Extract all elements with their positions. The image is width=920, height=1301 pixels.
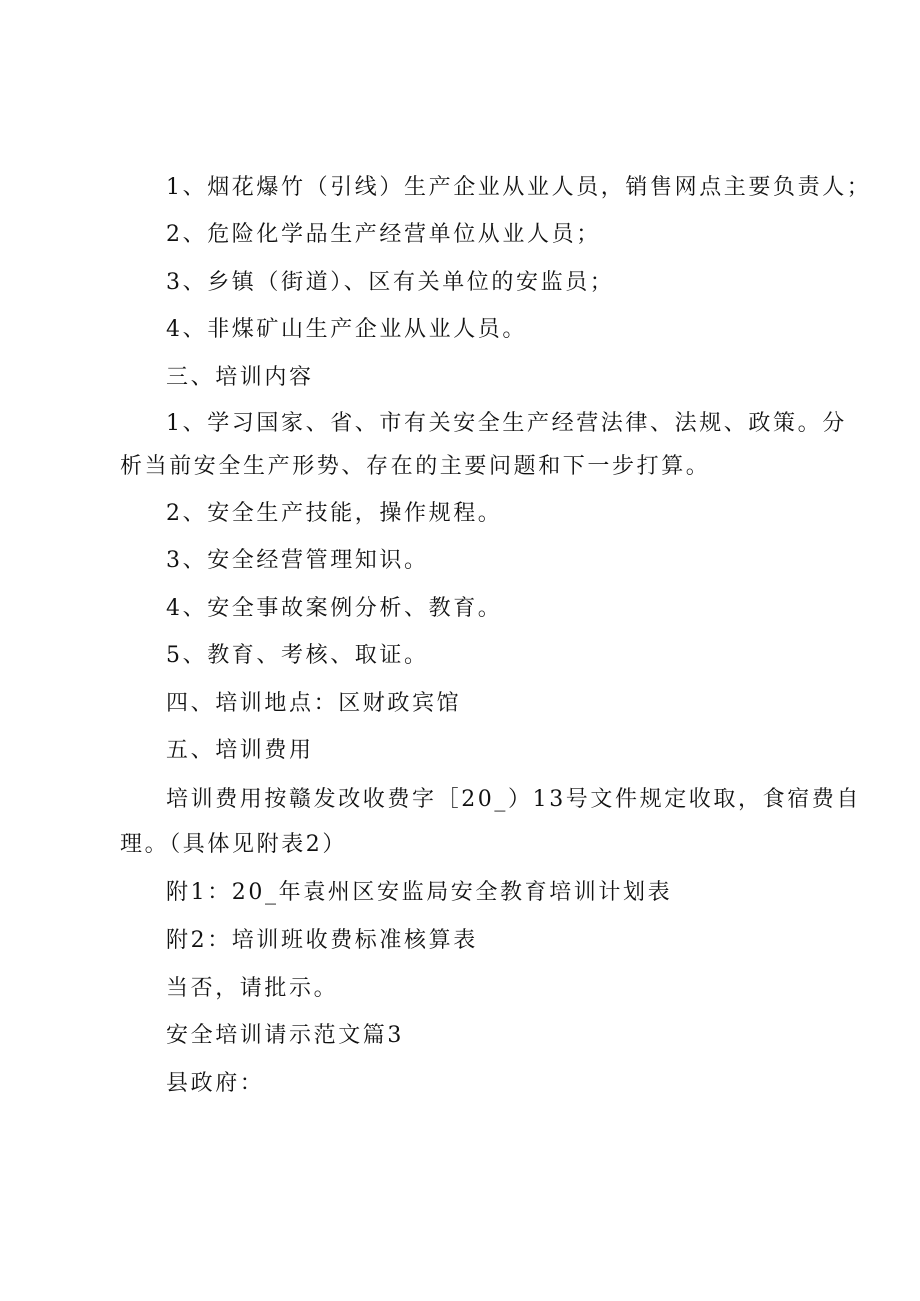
section-heading: 三、培训内容	[166, 365, 314, 390]
section-heading: 五、培训费用	[166, 738, 314, 763]
attachment-line: 附2：培训班收费标准核算表	[166, 928, 478, 953]
paragraph-line: 1、烟花爆竹（引线）生产企业从业人员，销售网点主要负责人；	[166, 175, 872, 200]
section-heading: 四、培训地点：区财政宾馆	[166, 691, 462, 716]
article-title: 安全培训请示范文篇3	[166, 1023, 404, 1048]
salutation: 县政府：	[166, 1071, 265, 1096]
paragraph-line: 4、安全事故案例分析、教育。	[166, 596, 503, 621]
paragraph-line: 培训费用按赣发改收费字［20_）13号文件规定收取，食宿费自	[166, 787, 861, 812]
paragraph-line: 4、非煤矿山生产企业从业人员。	[166, 317, 527, 342]
paragraph-line: 2、危险化学品生产经营单位从业人员；	[166, 222, 601, 247]
paragraph-line: 析当前安全生产形势、存在的主要问题和下一步打算。	[120, 454, 711, 479]
paragraph-line: 1、学习国家、省、市有关安全生产经营法律、法规、政策。分	[166, 411, 847, 436]
paragraph-line: 3、安全经营管理知识。	[166, 548, 429, 573]
closing-line: 当否，请批示。	[166, 976, 339, 1001]
attachment-line: 附1：20_年袁州区安监局安全教育培训计划表	[166, 880, 673, 905]
paragraph-line: 2、安全生产技能，操作规程。	[166, 501, 503, 526]
paragraph-line: 3、乡镇（街道）、区有关单位的安监员；	[166, 270, 615, 295]
paragraph-line: 理。（具体见附表2）	[120, 832, 347, 857]
paragraph-line: 5、教育、考核、取证。	[166, 643, 429, 668]
